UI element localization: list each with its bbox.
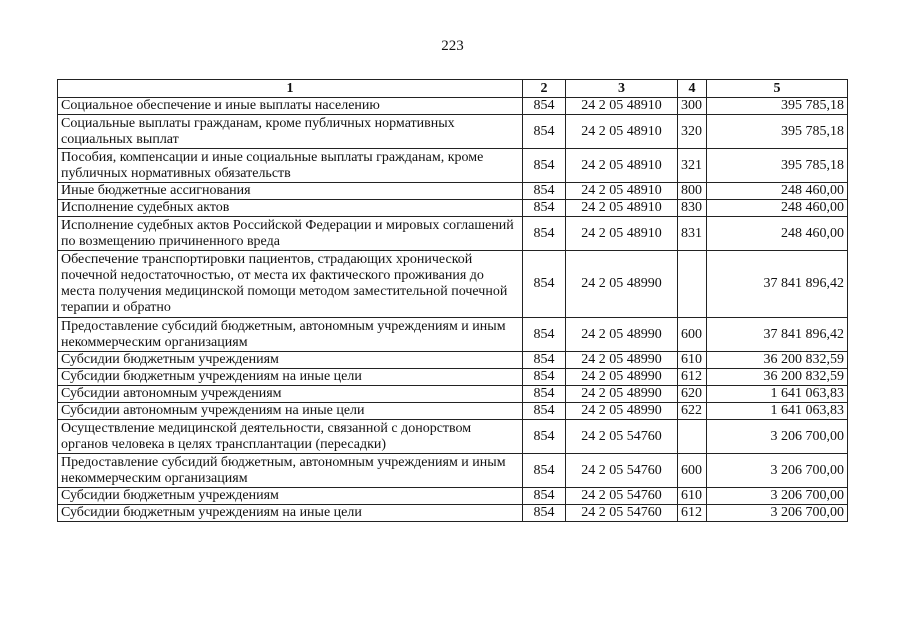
cell-name: Исполнение судебных актов bbox=[58, 200, 523, 217]
cell-target-code: 24 2 05 48990 bbox=[566, 251, 678, 318]
cell-name: Субсидии бюджетным учреждениям на иные цели bbox=[58, 505, 523, 522]
cell-name: Субсидии бюджетным учреждениям bbox=[58, 488, 523, 505]
table-row bbox=[58, 318, 848, 352]
cell-expense-type: 600 bbox=[678, 454, 707, 488]
table-row bbox=[58, 183, 848, 200]
cell-expense-type: 600 bbox=[678, 318, 707, 352]
cell-admin-code: 854 bbox=[523, 420, 566, 454]
cell-admin-code: 854 bbox=[523, 454, 566, 488]
cell-expense-type: 620 bbox=[678, 386, 707, 403]
header-col-2: 2 bbox=[523, 80, 566, 98]
cell-amount: 36 200 832,59 bbox=[707, 369, 848, 386]
cell-name: Социальное обеспечение и иные выплаты населению bbox=[58, 98, 523, 115]
cell-admin-code: 854 bbox=[523, 200, 566, 217]
cell-target-code: 24 2 05 48990 bbox=[566, 318, 678, 352]
cell-target-code: 24 2 05 48910 bbox=[566, 149, 678, 183]
cell-name: Осуществление медицинской деятельности, связанной с донорством органов человека в целях трансплантации (пересадки) bbox=[58, 420, 523, 454]
table-row bbox=[58, 352, 848, 369]
cell-expense-type: 831 bbox=[678, 217, 707, 251]
cell-amount: 37 841 896,42 bbox=[707, 318, 848, 352]
cell-target-code: 24 2 05 48990 bbox=[566, 386, 678, 403]
cell-target-code: 24 2 05 48990 bbox=[566, 369, 678, 386]
cell-name: Субсидии автономным учреждениям bbox=[58, 386, 523, 403]
cell-expense-type bbox=[678, 251, 707, 318]
cell-target-code: 24 2 05 54760 bbox=[566, 488, 678, 505]
page-number: 223 bbox=[441, 38, 464, 54]
cell-expense-type bbox=[678, 420, 707, 454]
cell-amount: 3 206 700,00 bbox=[707, 420, 848, 454]
cell-name: Социальные выплаты гражданам, кроме публичных нормативных социальных выплат bbox=[58, 115, 523, 149]
cell-name: Исполнение судебных актов Российской Федерации и мировых соглашений по возмещению причиненного вреда bbox=[58, 217, 523, 251]
table-row bbox=[58, 488, 848, 505]
cell-amount: 1 641 063,83 bbox=[707, 403, 848, 420]
cell-name: Пособия, компенсации и иные социальные выплаты гражданам, кроме публичных нормативных обязательств bbox=[58, 149, 523, 183]
header-col-1: 1 bbox=[58, 80, 523, 98]
table-row bbox=[58, 115, 848, 149]
cell-expense-type: 622 bbox=[678, 403, 707, 420]
cell-expense-type: 300 bbox=[678, 98, 707, 115]
header-col-3: 3 bbox=[566, 80, 678, 98]
cell-expense-type: 320 bbox=[678, 115, 707, 149]
budget-table bbox=[57, 79, 848, 522]
header-row bbox=[58, 80, 848, 98]
table-row bbox=[58, 386, 848, 403]
table-row bbox=[58, 200, 848, 217]
cell-admin-code: 854 bbox=[523, 369, 566, 386]
cell-admin-code: 854 bbox=[523, 488, 566, 505]
cell-expense-type: 612 bbox=[678, 369, 707, 386]
cell-admin-code: 854 bbox=[523, 115, 566, 149]
cell-amount: 1 641 063,83 bbox=[707, 386, 848, 403]
header-col-4: 4 bbox=[678, 80, 707, 98]
cell-name: Субсидии бюджетным учреждениям bbox=[58, 352, 523, 369]
cell-expense-type: 321 bbox=[678, 149, 707, 183]
table-row bbox=[58, 420, 848, 454]
cell-amount: 36 200 832,59 bbox=[707, 352, 848, 369]
table-body bbox=[58, 98, 848, 522]
cell-admin-code: 854 bbox=[523, 386, 566, 403]
cell-amount: 37 841 896,42 bbox=[707, 251, 848, 318]
cell-name: Субсидии бюджетным учреждениям на иные цели bbox=[58, 369, 523, 386]
cell-admin-code: 854 bbox=[523, 505, 566, 522]
cell-expense-type: 830 bbox=[678, 200, 707, 217]
cell-amount: 3 206 700,00 bbox=[707, 488, 848, 505]
cell-amount: 395 785,18 bbox=[707, 115, 848, 149]
cell-target-code: 24 2 05 54760 bbox=[566, 454, 678, 488]
cell-admin-code: 854 bbox=[523, 149, 566, 183]
cell-name: Субсидии автономным учреждениям на иные цели bbox=[58, 403, 523, 420]
cell-expense-type: 612 bbox=[678, 505, 707, 522]
cell-admin-code: 854 bbox=[523, 98, 566, 115]
cell-admin-code: 854 bbox=[523, 217, 566, 251]
cell-name: Обеспечение транспортировки пациентов, страдающих хронической почечной недостаточностью, от места их фактического проживания до места получения медицинской помощи методом заместительной почечной терапии и обратно bbox=[58, 251, 523, 318]
cell-target-code: 24 2 05 48910 bbox=[566, 183, 678, 200]
cell-admin-code: 854 bbox=[523, 403, 566, 420]
cell-name: Предоставление субсидий бюджетным, автономным учреждениям и иным некоммерческим организациям bbox=[58, 318, 523, 352]
cell-admin-code: 854 bbox=[523, 318, 566, 352]
cell-target-code: 24 2 05 48910 bbox=[566, 115, 678, 149]
cell-amount: 395 785,18 bbox=[707, 98, 848, 115]
cell-target-code: 24 2 05 54760 bbox=[566, 420, 678, 454]
cell-admin-code: 854 bbox=[523, 251, 566, 318]
cell-admin-code: 854 bbox=[523, 183, 566, 200]
cell-amount: 248 460,00 bbox=[707, 217, 848, 251]
table-row bbox=[58, 217, 848, 251]
cell-target-code: 24 2 05 48910 bbox=[566, 98, 678, 115]
cell-expense-type: 610 bbox=[678, 352, 707, 369]
cell-target-code: 24 2 05 54760 bbox=[566, 505, 678, 522]
table-row bbox=[58, 98, 848, 115]
cell-amount: 248 460,00 bbox=[707, 200, 848, 217]
table-row bbox=[58, 403, 848, 420]
cell-name: Предоставление субсидий бюджетным, автономным учреждениям и иным некоммерческим организациям bbox=[58, 454, 523, 488]
header-col-5: 5 bbox=[707, 80, 848, 98]
table-row bbox=[58, 369, 848, 386]
cell-amount: 395 785,18 bbox=[707, 149, 848, 183]
table-row bbox=[58, 251, 848, 318]
cell-target-code: 24 2 05 48990 bbox=[566, 403, 678, 420]
cell-amount: 3 206 700,00 bbox=[707, 454, 848, 488]
cell-amount: 248 460,00 bbox=[707, 183, 848, 200]
cell-admin-code: 854 bbox=[523, 352, 566, 369]
cell-name: Иные бюджетные ассигнования bbox=[58, 183, 523, 200]
table-row bbox=[58, 149, 848, 183]
cell-target-code: 24 2 05 48990 bbox=[566, 352, 678, 369]
cell-expense-type: 800 bbox=[678, 183, 707, 200]
table-row bbox=[58, 505, 848, 522]
cell-target-code: 24 2 05 48910 bbox=[566, 200, 678, 217]
cell-target-code: 24 2 05 48910 bbox=[566, 217, 678, 251]
cell-amount: 3 206 700,00 bbox=[707, 505, 848, 522]
cell-expense-type: 610 bbox=[678, 488, 707, 505]
table-row bbox=[58, 454, 848, 488]
